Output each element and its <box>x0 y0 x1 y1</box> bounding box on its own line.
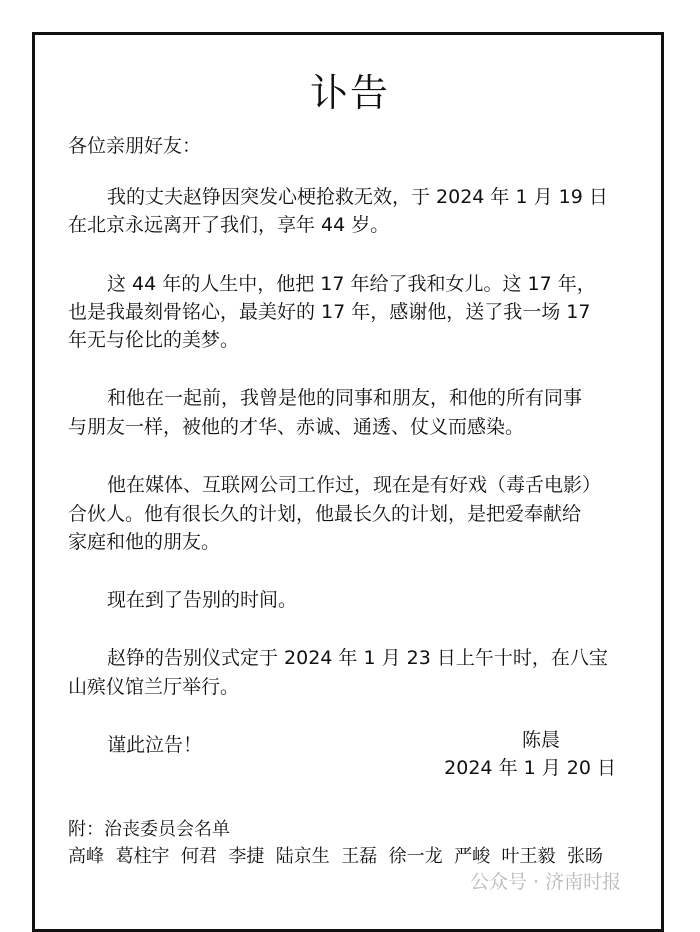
paragraph-line: 与朋友一样，被他的才华、赤诚、通透、仗义而感染。 <box>68 416 525 438</box>
watermark: 公众号 · 济南时报 <box>470 871 622 893</box>
paragraph-line: 和他在一起前，我曾是他的同事和朋友，和他的所有同事 <box>107 387 583 409</box>
paragraph-line: 赵铮的告别仪式定于 2024 年 1 月 23 日上午十时，在八宝 <box>107 647 608 669</box>
committee-names: 高峰 葛柱宇 何君 李捷 陆京生 王磊 徐一龙 严峻 叶王毅 张旸 <box>68 846 603 867</box>
signature-date: 2024 年 1 月 20 日 <box>444 757 616 779</box>
paragraph-line: 合伙人。他有很长久的计划，他最长久的计划，是把爱奉献给 <box>68 503 582 525</box>
paragraph-line: 谨此泣告！ <box>107 734 203 756</box>
paragraph-line: 在北京永远离开了我们，享年 44 岁。 <box>68 214 390 236</box>
paragraph-line: 他在媒体、互联网公司工作过，现在是有好戏（毒舌电影） <box>107 474 602 496</box>
paragraph-line: 山殡仪馆兰厅举行。 <box>68 676 240 698</box>
greeting: 各位亲朋好友： <box>68 135 202 157</box>
paragraph-line: 我的丈夫赵铮因突发心梗抢救无效，于 2024 年 1 月 19 日 <box>107 186 608 208</box>
appendix-heading: 附：治丧委员会名单 <box>68 819 230 840</box>
paragraph-line: 年无与伦比的美梦。 <box>68 329 240 351</box>
paragraph-line: 这 44 年的人生中，他把 17 年给了我和女儿。这 17 年， <box>107 273 596 295</box>
paragraph-line: 也是我最刻骨铭心，最美好的 17 年，感谢他，送了我一场 17 <box>68 301 591 323</box>
paragraph-line: 现在到了告别的时间。 <box>107 589 298 611</box>
paragraph-line: 家庭和他的朋友。 <box>68 531 221 553</box>
signature-name: 陈晨 <box>521 729 560 751</box>
document-title: 讣告 <box>309 71 390 115</box>
